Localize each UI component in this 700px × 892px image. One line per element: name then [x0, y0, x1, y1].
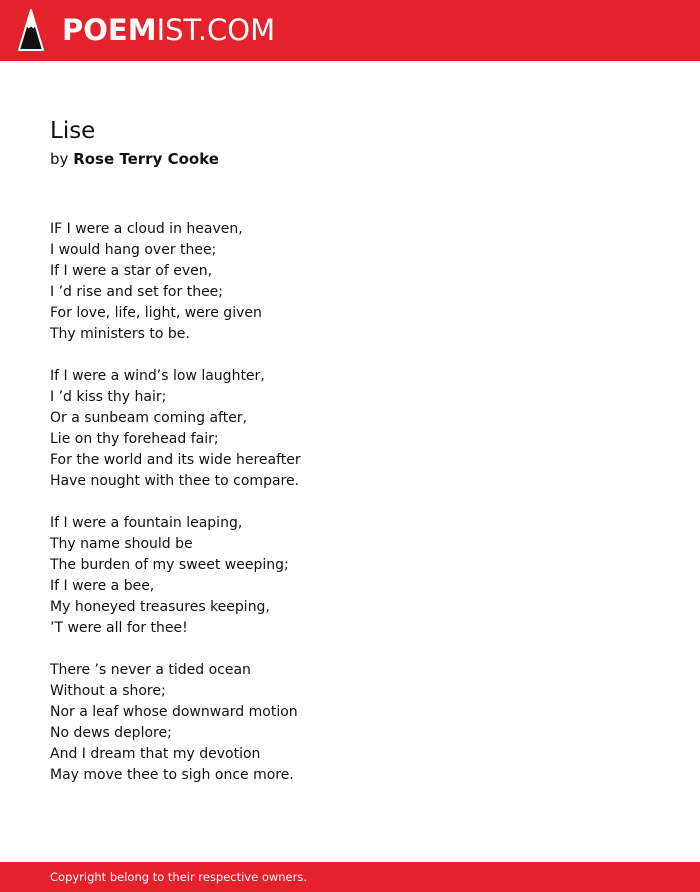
site-footer	[0, 862, 700, 892]
poem-line: ’T were all for thee!	[50, 620, 188, 636]
poem-line: No dews deplore;	[50, 725, 172, 741]
author-name: Rose Terry Cooke	[73, 150, 219, 168]
copyright-notice: Copyright belong to their respective owners.	[50, 870, 308, 884]
poem-title: Lise	[50, 118, 96, 144]
poem-line: Or a sunbeam coming after,	[50, 410, 248, 426]
poem-line: And I dream that my devotion	[50, 746, 261, 762]
poem-line: May move thee to sigh once more.	[50, 767, 294, 783]
site-header	[0, 0, 700, 61]
poem-line: Have nought with thee to compare.	[50, 473, 300, 489]
poem-line: If I were a fountain leaping,	[50, 515, 243, 531]
poem-line: I ’d kiss thy hair;	[50, 389, 167, 405]
poem-line: Thy name should be	[50, 536, 193, 552]
site-logo[interactable]	[62, 12, 275, 48]
poem-line: If I were a bee,	[50, 578, 155, 594]
poem-line: There ’s never a tided ocean	[50, 662, 251, 678]
stanza	[50, 513, 301, 639]
byline	[50, 148, 219, 170]
poem-body	[50, 219, 301, 807]
logo-text-light: IST.COM	[156, 13, 276, 47]
poem-line: For the world and its wide hereafter	[50, 452, 301, 468]
stanza	[50, 219, 301, 345]
poem-line: Lie on thy forehead fair;	[50, 431, 219, 447]
poem-line: I would hang over thee;	[50, 242, 217, 258]
poem-line: IF I were a cloud in heaven,	[50, 221, 243, 237]
poem-line: If I were a star of even,	[50, 263, 213, 279]
poem-line: Thy ministers to be.	[50, 326, 190, 342]
stanza	[50, 366, 301, 492]
poem-line: If I were a wind’s low laughter,	[50, 368, 265, 384]
poem-line: My honeyed treasures keeping,	[50, 599, 270, 615]
poem-line: I ’d rise and set for thee;	[50, 284, 224, 300]
pencil-tip-icon[interactable]	[18, 9, 44, 51]
poem-line: Without a shore;	[50, 683, 166, 699]
poem-line: The burden of my sweet weeping;	[50, 557, 289, 573]
logo-text-bold: POEM	[62, 13, 157, 47]
stanza	[50, 660, 301, 786]
poem-line: Nor a leaf whose downward motion	[50, 704, 298, 720]
poem-line: For love, life, light, were given	[50, 305, 262, 321]
by-label: by	[50, 150, 69, 168]
